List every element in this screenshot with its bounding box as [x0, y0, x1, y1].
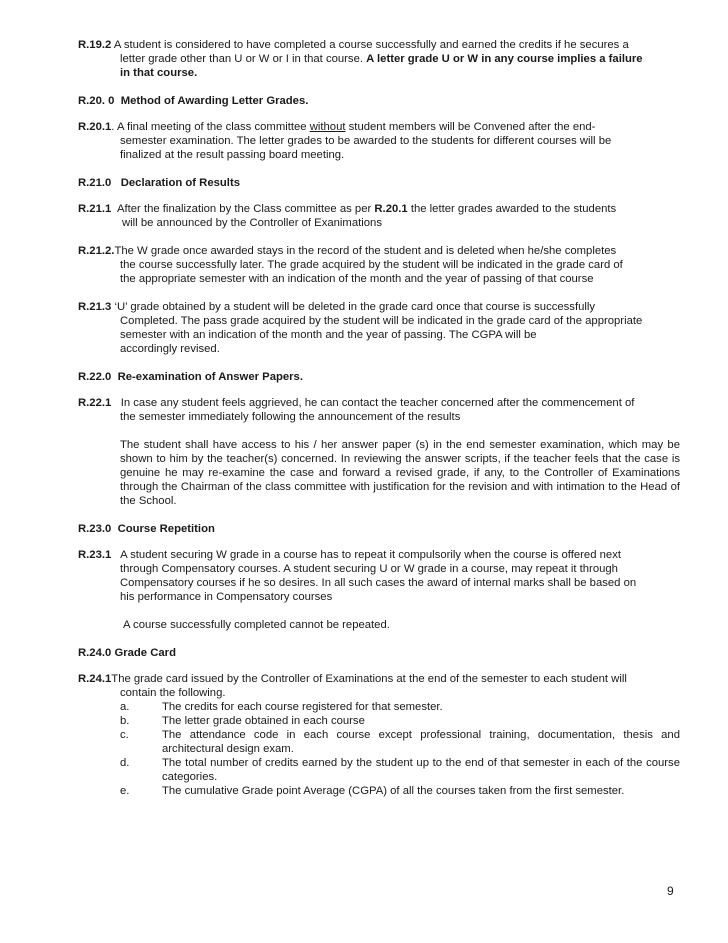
- list-item: a. The credits for each course registered for that semester.: [120, 701, 443, 713]
- grade-card-contents-list: [78, 700, 680, 798]
- section-heading-r21: R.21.0 Declaration of Results: [78, 177, 240, 189]
- list-item: b. The letter grade obtained in each course: [120, 715, 365, 727]
- document-page: [78, 38, 680, 812]
- section-heading-r20: R.20. 0 Method of Awarding Letter Grades.: [78, 95, 309, 107]
- clause-r23-1-paragraph-2: A course successfully completed cannot be repeated.: [123, 619, 390, 631]
- list-item: c. The attendance code in each course except professional training, documentation, thesis and architectural design exam.: [120, 729, 680, 755]
- clause-label: R.19.2: [78, 39, 112, 51]
- clause-r19-2: R.19.2 A student is considered to have completed a course successfully and earned the credits if he secures a letter grade other than U or W or I in that course. A letter grade U or W in any course implies a failure in that course.: [78, 39, 643, 79]
- clause-r21-2: R.21.2.The W grade once awarded stays in the record of the student and is deleted when he/she completes the course successfully later. The grade acquired by the student will be indicated in the grade card of the appropriate semester with an indication of the month and the year of passing of that course: [78, 245, 623, 285]
- clause-r21-1: R.21.1 After the finalization by the Class committee as per R.20.1 the letter grades awarded to the students will be announced by the Controller of Exanimations: [78, 203, 617, 229]
- page-number: 9: [667, 884, 674, 898]
- clause-r20-1: R.20.1. A final meeting of the class committee without student members will be Convened after the end- semester examination. The letter grades to be awarded to the students for different courses will be finalized at the result passing board meeting.: [78, 121, 612, 161]
- clause-r22-1: R.22.1 In case any student feels aggrieved, he can contact the teacher concerned after the commencement of the semester immediately following the announcement of the results: [78, 397, 635, 423]
- clause-r21-3: R.21.3 ‘U’ grade obtained by a student will be deleted in the grade card once that course is successfully Completed. The pass grade acquired by the student will be indicated in the grade card of the appropriate semester with an indication of the month and the year of passing. The CGPA will be accordingly revised.: [78, 301, 643, 355]
- clause-r23-1: R.23.1 A student securing W grade in a course has to repeat it compulsorily when the course is offered next through Compensatory courses. A student securing U or W grade in a course, may repeat it through Compensatory courses if he so desires. In all such cases the award of internal marks shall be based on his performance in Compensatory courses: [78, 549, 637, 603]
- section-heading-r22: R.22.0 Re-examination of Answer Papers.: [78, 371, 303, 383]
- clause-r24-1: R.24.1The grade card issued by the Controller of Examinations at the end of the semester to each student will contain the following. a. The credits for each course registered for that semester. b. The letter grade obtained in each course c. The attendance code in each course except professional training, documentation, thesis and architectural design exam. d. The total number of credits earned by the student up to the end of that semester in each of the course categories. e. The cumulative Grade point Average (CGPA) of all the courses taken from the first semester.: [78, 673, 680, 797]
- section-heading-r23: R.23.0 Course Repetition: [78, 523, 215, 535]
- clause-r22-1-paragraph-2: The student shall have access to his / her answer paper (s) in the end semester examination, which may be shown to him by the teacher(s) concerned. In reviewing the answer scripts, if the teacher feels that the case is genuine he may re-examine the case and forward a revised grade, if any, to the Controller of Examinations through the Chairman of the class committee with justification for the revision and with intimation to the Head of the School.: [120, 439, 680, 507]
- section-heading-r24: R.24.0 Grade Card: [78, 647, 176, 659]
- list-item: e. The cumulative Grade point Average (CGPA) of all the courses taken from the first semester.: [120, 785, 625, 797]
- list-item: d. The total number of credits earned by the student up to the end of that semester in each of the course categories.: [120, 757, 680, 783]
